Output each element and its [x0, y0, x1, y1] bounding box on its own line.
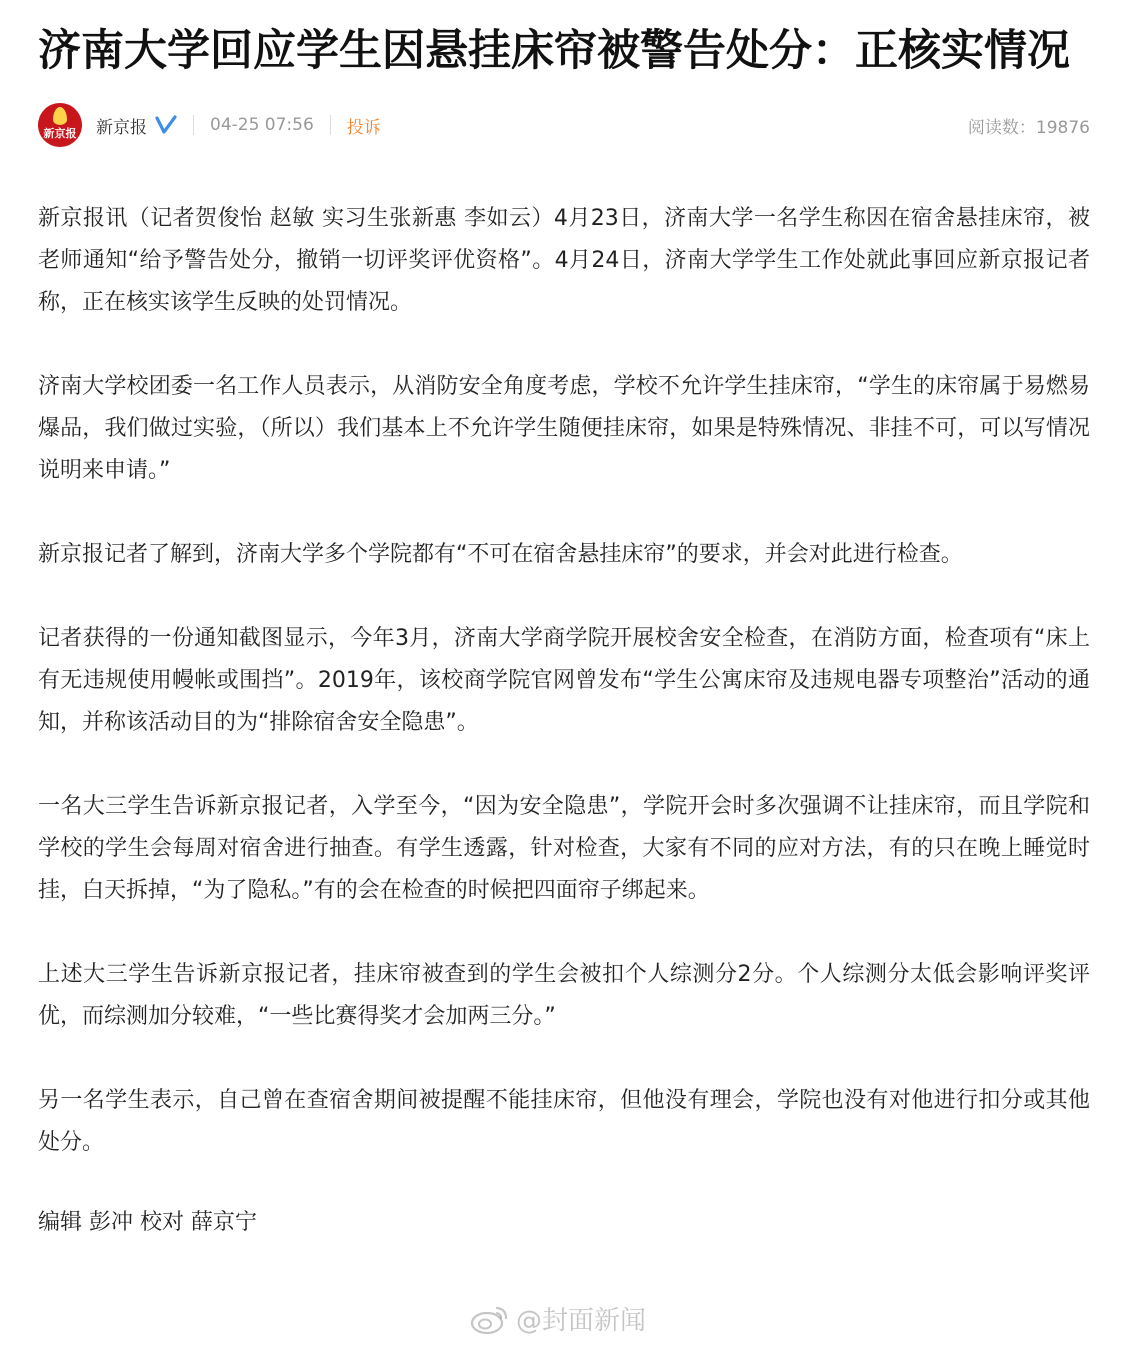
- flame-icon: [53, 107, 67, 125]
- verified-icon: [155, 115, 177, 135]
- source-name[interactable]: 新京报: [96, 117, 147, 138]
- article-body: [38, 198, 1090, 1244]
- paragraph: 记者获得的一份通知截图显示，今年3月，济南大学商学院开展校舍安全检查，在消防方面，检查项有“床上有无违规使用幔帐或围挡”。2019年，该校商学院官网曾发布“学生公寓床帘及违规电器专项整治”活动的通知，并称该活动目的为“排除宿舍安全隐患”。: [38, 626, 1090, 735]
- paragraph: 新京报记者了解到，济南大学多个学院都有“不可在宿舍悬挂床帘”的要求，并会对此进行检查。: [38, 542, 963, 567]
- divider: [330, 115, 331, 135]
- report-link[interactable]: 投诉: [346, 117, 381, 138]
- paragraph: 一名大三学生告诉新京报记者，入学至今，“因为安全隐患”，学院开会时多次强调不让挂床帘，而且学院和学校的学生会每周对宿舍进行抽查。有学生透露，针对检查，大家有不同的应对方法，有的只在晚上睡觉时挂，白天拆掉，“为了隐私。”有的会在检查的时候把四面帘子绑起来。: [38, 794, 1090, 903]
- read-count: 阅读数：19876: [967, 117, 1090, 138]
- paragraph: 新京报讯（记者贺俊怡 赵敏 实习生张新惠 李如云）4月23日，济南大学一名学生称因在宿舍悬挂床帘，被老师通知“给予警告处分，撤销一切评奖评优资格”。4月24日，济南大学学生工作处就此事回应新京报记者称，正在核实该学生反映的处罚情况。: [38, 206, 1090, 315]
- logo-text: 新京报: [43, 127, 77, 140]
- publish-time: 04-25 07:56: [210, 115, 314, 135]
- paragraph: 济南大学校团委一名工作人员表示，从消防安全角度考虑，学校不允许学生挂床帘，“学生的床帘属于易燃易爆品，我们做过实验，（所以）我们基本上不允许学生随便挂床帘，如果是特殊情况、非挂不可，可以写情况说明来申请。”: [38, 374, 1090, 483]
- weibo-icon: [470, 1303, 510, 1335]
- source-logo[interactable]: [38, 103, 82, 147]
- paragraph: 上述大三学生告诉新京报记者，挂床帘被查到的学生会被扣个人综测分2分。个人综测分太低会影响评奖评优，而综测加分较难，“一些比赛得奖才会加两三分。”: [38, 962, 1090, 1029]
- watermark: [470, 1300, 646, 1337]
- article-meta: [38, 100, 1090, 150]
- editor-credit: 编辑 彭冲 校对 薛京宁: [38, 1210, 257, 1235]
- watermark-text: @封面新闻: [516, 1306, 647, 1336]
- paragraph: 另一名学生表示，自己曾在查宿舍期间被提醒不能挂床帘，但他没有理会，学院也没有对他进行扣分或其他处分。: [38, 1088, 1090, 1155]
- divider: [193, 115, 194, 135]
- article-title: 济南大学回应学生因悬挂床帘被警告处分：正核实情况: [38, 26, 1070, 76]
- article-container: [38, 0, 1090, 1244]
